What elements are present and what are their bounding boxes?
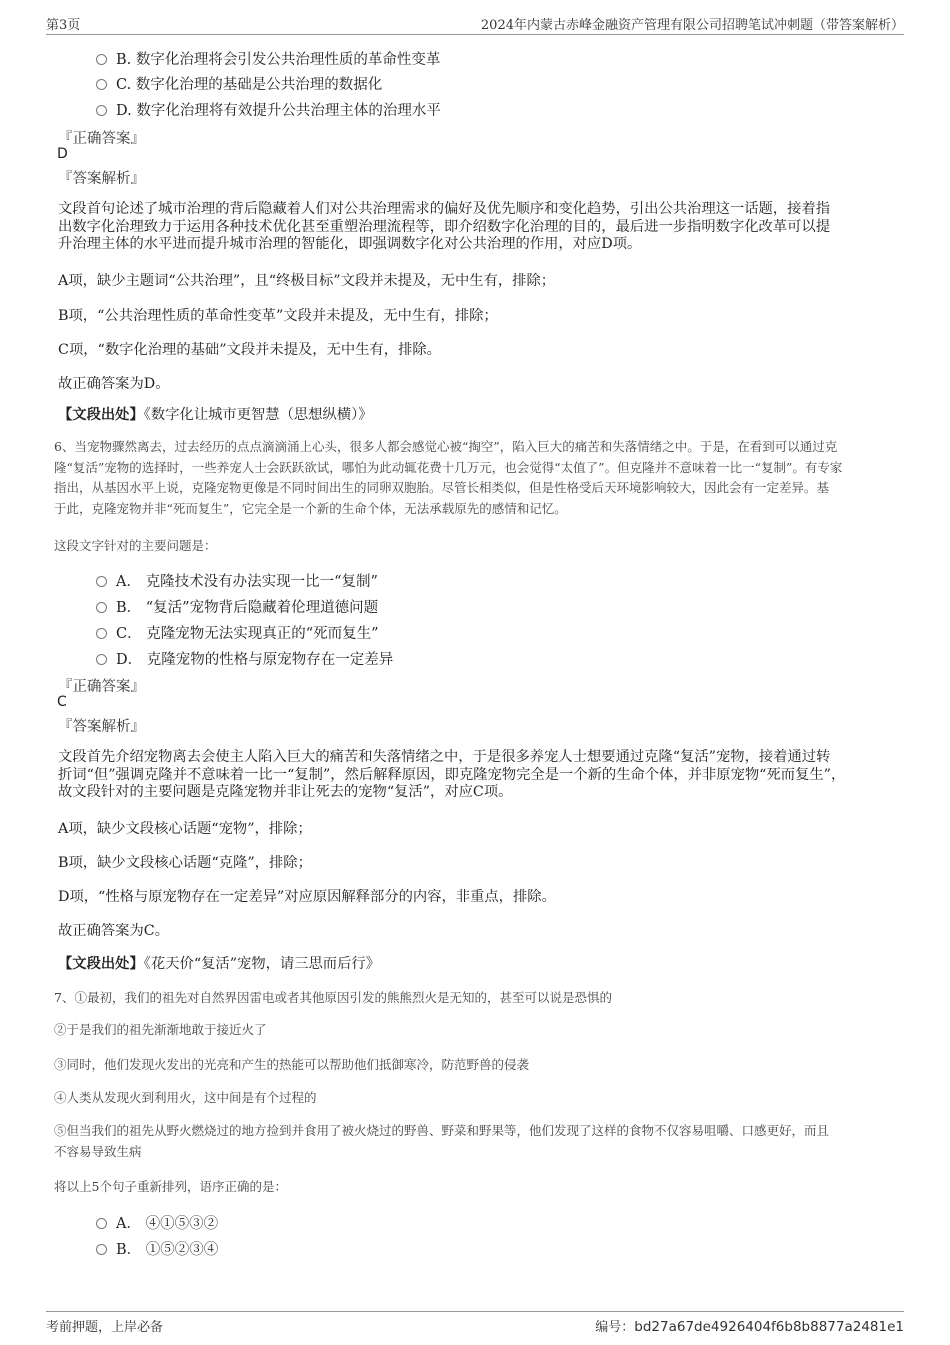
q7-sentence-1: 7、①最初，我们的祖先对自然界因雷电或者其他原因引发的熊熊烈火是无知的，甚至可以说是恐惧的 [54,990,612,1005]
radio-icon[interactable] [96,1218,107,1229]
document-title: 2024年内蒙古赤峰金融资产管理有限公司招聘笔试冲刺题（带答案解析） [480,18,904,33]
q5-option-b-text: B. 数字化治理将会引发公共治理性质的革命性变革 [116,52,441,68]
q5-conclusion: 故正确答案为D。 [58,376,170,392]
q5-elim-b: B项，“公共治理性质的革命性变革”文段并未提及，无中生有，排除； [58,308,498,324]
q6-option-a[interactable] [96,570,378,591]
q7-option-b-text: B． ①⑤②③④ [116,1242,219,1258]
q6-option-d-text: D． 克隆宠物的性格与原宠物存在一定差异 [116,652,394,668]
q6-option-c[interactable] [96,622,379,643]
q6-stem-line: 指出，从基因水平上说，克隆宠物更像是不同时间出生的同卵双胞胎。尽管长相类似，但是性格受后天环境影响较大，因此会有一定差异。基 [54,480,830,495]
q5-source [58,404,373,424]
q6-option-b-text: B． “复活”宠物背后隐藏着伦理道德问题 [116,600,379,616]
q6-answer-label: 『正确答案』 [58,679,145,695]
q6-analysis-line: 故文段针对的主要问题是克隆宠物并非让死去的宠物“复活”，对应C项。 [58,784,513,800]
q5-option-b[interactable] [96,48,440,69]
q7-sentence-3: ③同时，他们发现火发出的光亮和产生的热能可以帮助他们抵御寒冷，防范野兽的侵袭 [54,1057,530,1072]
q7-option-a-text: A． ④①⑤③② [116,1216,219,1232]
q5-analysis-line: 文段首句论述了城市治理的背后隐藏着人们对公共治理需求的偏好及优先顺序和变化趋势，引出公共治理这一话题，接着指 [58,201,831,217]
q7-option-a[interactable] [96,1212,218,1233]
q7-sentence-5-line: ⑤但当我们的祖先从野火燃烧过的地方捡到并食用了被火烧过的野兽、野菜和野果等，他们发现了这样的食物不仅容易咀嚼、口感更好，而且 [54,1123,830,1138]
q6-question: 这段文字针对的主要问题是： [54,538,217,553]
q6-option-a-text: A． 克隆技术没有办法实现一比一“复制” [116,574,378,590]
q7-sentence-5-line: 不容易导致生病 [54,1143,142,1159]
q6-analysis-line: 文段首先介绍宠物离去会使主人陷入巨大的痛苦和失落情绪之中，于是很多养宠人士想要通过克隆“复活”宠物，接着通过转 [58,749,831,765]
q5-analysis [58,201,898,254]
page-number: 第3页 [46,18,81,33]
q6-stem-line: 于此，克隆宠物并非“死而复生”，它完全是一个新的生命个体，无法承载原先的感情和记忆。 [54,500,567,516]
q6-analysis-label: 『答案解析』 [58,719,145,735]
radio-icon[interactable] [96,79,107,90]
q6-analysis-line: 折词“但”强调克隆并不意味着一比一“复制”，然后解释原因，即克隆宠物完全是一个新的生命个体，并非原宠物“死而复生”， [58,766,846,783]
footer-slogan: 考前押题，上岸必备 [46,1320,164,1335]
radio-icon[interactable] [96,576,107,587]
q6-elim-d: D项，“性格与原宠物存在一定差异”对应原因解释部分的内容，非重点，排除。 [58,889,556,905]
q5-elim-c: C项，“数字化治理的基础”文段并未提及，无中生有，排除。 [58,342,441,358]
q5-source-title: 《数字化让城市更智慧（思想纵横）》 [143,407,373,423]
radio-icon[interactable] [96,105,107,116]
q6-stem [54,437,902,519]
q6-stem-line: 隆“复活”宠物的选择时，一些养宠人士会跃跃欲试，哪怕为此动辄花费十几万元，也会觉得“太值了”。但克隆并不意味着一比一“复制”。有专家 [54,459,843,475]
q6-option-d[interactable] [96,648,393,669]
q6-conclusion: 故正确答案为C。 [58,923,170,939]
q7-sentence-2: ②于是我们的祖先渐渐地敢于接近火了 [54,1022,267,1037]
radio-icon[interactable] [96,54,107,65]
q5-analysis-label: 『答案解析』 [58,171,145,187]
q5-option-c-text: C. 数字化治理的基础是公共治理的数据化 [116,77,383,93]
q6-elim-a: A项，缺少文段核心话题“宠物”，排除； [58,821,312,837]
q5-option-c[interactable] [96,73,382,94]
q7-question: 将以上5个句子重新排列，语序正确的是： [54,1179,287,1194]
q5-option-d[interactable] [96,99,441,120]
q7-option-b[interactable] [96,1238,218,1259]
q6-option-b[interactable] [96,596,378,617]
q6-stem-line: 6、当宠物骤然离去，过去经历的点点滴滴涌上心头，很多人都会感觉心被“掏空”，陷入巨大的痛苦和失落情绪之中。于是，在看到可以通过克 [54,439,838,454]
q6-answer: C [57,694,67,710]
radio-icon[interactable] [96,654,107,665]
q6-source-tag: 【文段出处】 [58,956,144,972]
q5-answer-label: 『正确答案』 [58,131,145,147]
q6-source [58,953,380,973]
document-code [595,1316,904,1335]
q6-option-c-text: C． 克隆宠物无法实现真正的“死而复生” [116,626,379,642]
q7-sentence-5 [54,1121,902,1162]
q7-sentence-4: ④人类从发现火到利用火，这中间是有个过程的 [54,1090,317,1105]
page-header [46,12,904,35]
code-label: 编号： [595,1320,635,1335]
q5-source-tag: 【文段出处】 [58,407,144,423]
code-value: bd27a67de4926404f6b8b8877a2481e1 [634,1319,904,1335]
q6-analysis [58,749,898,802]
q6-elim-b: B项，缺少文段核心话题“克隆”，排除； [58,855,312,871]
q5-elim-a: A项，缺少主题词“公共治理”，且“终极目标”文段并未提及，无中生有，排除； [58,273,556,289]
q5-answer: D [57,146,68,162]
page-footer [46,1311,904,1338]
q5-analysis-line: 升治理主体的水平进而提升城市治理的智能化，即强调数字化对公共治理的作用，对应D项。 [58,236,642,252]
q5-analysis-line: 出数字化治理致力于运用各种技术优化甚至重塑治理流程等，即介绍数字化治理的目的，最后进一步指明数字化改革可以提 [58,218,831,235]
radio-icon[interactable] [96,602,107,613]
q5-option-d-text: D. 数字化治理将有效提升公共治理主体的治理水平 [116,103,441,119]
radio-icon[interactable] [96,628,107,639]
radio-icon[interactable] [96,1244,107,1255]
q6-source-title: 《花天价“复活”宠物，请三思而后行》 [143,956,380,972]
